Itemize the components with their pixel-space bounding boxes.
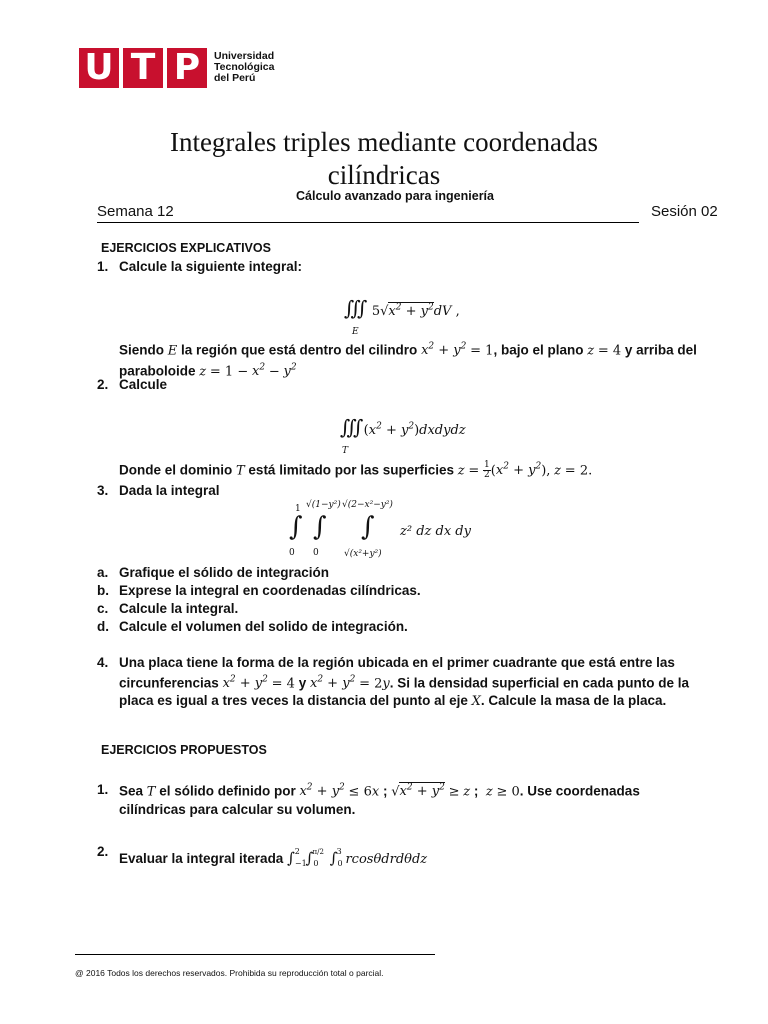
exercise-text: Dada la integral (119, 483, 220, 498)
exercise-number: 1. (97, 259, 109, 274)
subitem-text: Calcule la integral. (119, 601, 239, 616)
course-subtitle: Cálculo avanzado para ingeniería (296, 189, 494, 203)
integral-sign-icon: ∫ (289, 512, 303, 542)
exercise-number: 3. (97, 483, 109, 498)
subitem-label: c. (97, 601, 109, 616)
page-title (0, 126, 768, 192)
formula-triple-integral-1: ∭ $5√x^2 + y^2dV$ , (344, 296, 460, 320)
integral-sign-icon: ∫ (313, 512, 327, 542)
limit: √(x²+y²) (344, 549, 382, 559)
limit: 0 (289, 548, 295, 558)
exercise-line: Evaluar la integral iterada (119, 851, 284, 866)
exercise-text: Una placa tiene la forma de la región ubicada en el primer cuadrante que está entre las circunferencias $x^2 + y^2 = 4$ y $x^2 + y^2 = 2y$. Si la densidad superficial en cada punto de la placa es igual a tres veces la distancia del punto al eje X. Calcule la masa de la placa. (119, 655, 690, 710)
subitem-text: Grafique el sólido de integración (119, 565, 330, 580)
logo-text-line: del Perú (214, 72, 256, 84)
exercise-line: Una placa tiene la forma de la región ubicada en el primer cuadrante que está entre las (119, 655, 675, 670)
logo-letter-p: P (167, 48, 207, 88)
exercise-text: Calcule la siguiente integral: (119, 259, 303, 274)
exercise-text: Calcule (119, 377, 168, 392)
section-heading-explicativos: EJERCICIOS EXPLICATIVOS (101, 241, 271, 255)
formula-iterated-integral (286, 498, 486, 562)
exercise-number: 4. (97, 655, 109, 670)
exercise-number: 1. (97, 782, 109, 797)
subitem-text: Calcule el volumen del solido de integración. (119, 619, 408, 634)
formula-triple-integral-2: $∭(x^2$ + $y^2)dxdydz$ (340, 415, 466, 439)
footer-copyright: @ 2016 Todos los derechos reservados. Prohibida su reproducción total o parcial. (75, 968, 384, 978)
limit: √(1−y²) (306, 500, 341, 510)
formula-subscript: T (342, 446, 349, 456)
session-label: Sesión 02 (651, 203, 718, 220)
header-divider (97, 222, 639, 223)
logo-text-line: Tecnológica (214, 61, 275, 73)
footer-divider (75, 954, 435, 955)
subitem-label: b. (97, 583, 109, 598)
exercise-condition: Siendo E la región que está dentro del cilindro $x^2 + y^2 = 1$, bajo el plano z = 4 y arriba del paraboloide $z = 1 - x^2 - y^2$ (119, 342, 697, 380)
subitem-label: a. (97, 565, 109, 580)
formula-subscript: E (352, 327, 359, 337)
limit: √(2−x²−y²) (342, 500, 393, 510)
subitem-label: d. (97, 619, 109, 634)
exercise-condition: Donde el dominio T está limitado por las superficies z = $\frac{1}{2}$ $(x^2 + y^2)$, z = 2. (119, 460, 593, 481)
logo-text-line: Universidad (214, 50, 275, 62)
integrand: z² dz dx dy (400, 524, 471, 539)
subitem-text: Exprese la integral en coordenadas cilíndricas. (119, 583, 421, 598)
exercise-number: 2. (97, 844, 109, 859)
week-label: Semana 12 (97, 203, 174, 220)
logo-letter-u: U (79, 48, 119, 88)
section-heading-propuestos: EJERCICIOS PROPUESTOS (101, 743, 267, 757)
limit: 1 (295, 504, 301, 514)
exercise-line: cilíndricas para calcular su volumen. (119, 801, 356, 817)
integral-sign-icon: ∫ (361, 512, 375, 542)
logo-letter-t: T (123, 48, 163, 88)
title-line-1: Integrales triples mediante coordenadas (169, 127, 599, 157)
exercise-text: Evaluar la integral iterada $\int_{-1}^2$ $\int_0^{\pi/2}$ $\int_0^3$ rcosθdrdθdz (119, 847, 428, 868)
logo-text (214, 51, 274, 84)
limit: 0 (313, 548, 319, 558)
exercise-number: 2. (97, 377, 109, 392)
title-line-2: cilíndricas (327, 160, 441, 190)
exercise-text: Sea T el sólido definido por $x^2 + y^2 \le 6x$ ; $√x^2 + y^2 \ge z$ ; z ≥ 0. Use coordenadas cilíndricas para calcular su volumen. (119, 783, 640, 817)
